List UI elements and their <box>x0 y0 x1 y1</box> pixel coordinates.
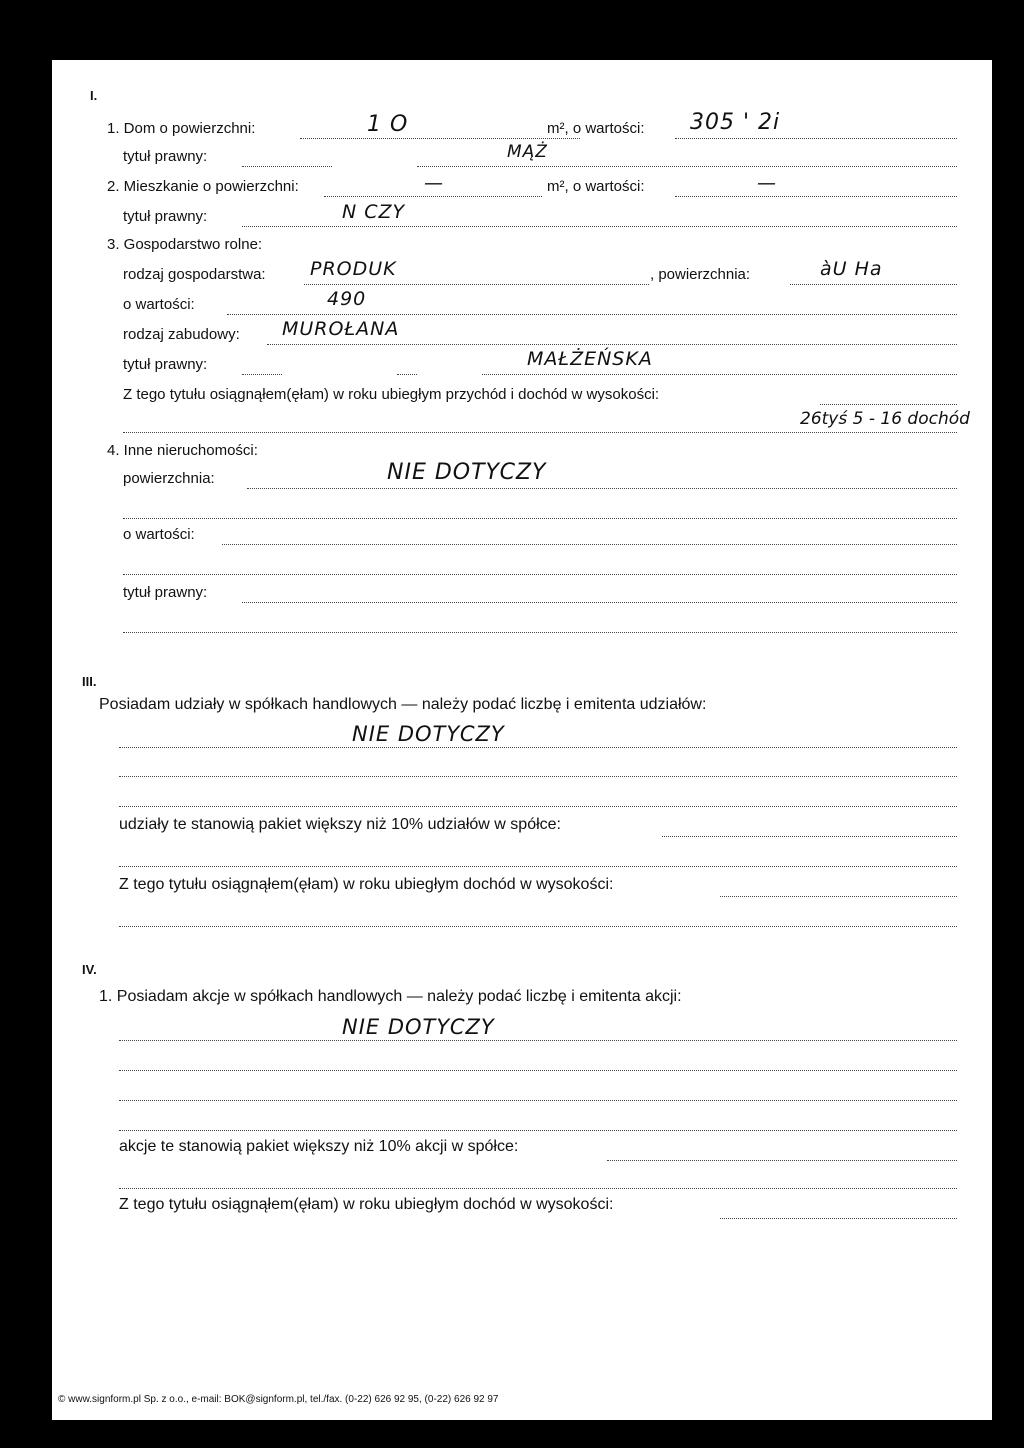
form-page <box>52 60 992 1420</box>
inne-pow-value: NIE DOTYCZY <box>387 460 547 485</box>
mieszkanie-title-value: N CZY <box>342 201 406 223</box>
section-marker: I. <box>90 88 98 103</box>
inne-title-line-2 <box>123 632 957 633</box>
zabudowa-value: MUROŁANA <box>282 318 400 340</box>
section-iii-income-line-2 <box>119 926 957 927</box>
section-iii-answer: NIE DOTYCZY <box>352 722 505 746</box>
section-iv-pakiet-label: akcje te stanowią pakiet większy niż 10% akcji w spółce: <box>119 1138 519 1155</box>
section-iii-line-3 <box>119 806 957 807</box>
inne-pow-line-2 <box>123 518 957 519</box>
inne-title-label: tytuł prawny: <box>123 584 208 601</box>
section-iv-answer-line <box>119 1040 957 1041</box>
dom-value: 305 ' 2i <box>690 110 781 135</box>
section-iv-line-3 <box>119 1100 957 1101</box>
mieszkanie-title-line <box>242 226 957 227</box>
rodzaj-gospodarstwa-label: rodzaj gospodarstwa: <box>123 266 266 283</box>
section-iii-pakiet-label: udziały te stanowią pakiet większy niż 10% udziałów w spółce: <box>119 816 561 833</box>
gospodarstwo-wartosc-value: 490 <box>327 288 367 310</box>
powierzchnia-value: àU Ha <box>820 258 883 280</box>
gospodarstwo-income-value: 26tyś 5 - 16 dochód <box>800 409 970 429</box>
gospodarstwo-title-label: tytuł prawny: <box>123 356 208 373</box>
powierzchnia-label: , powierzchnia: <box>650 266 751 283</box>
mieszkanie-value: — <box>757 172 777 194</box>
mieszkanie-title-label: tytuł prawny: <box>123 208 208 225</box>
section-iii-marker: III. <box>82 674 97 689</box>
zabudowa-label: rodzaj zabudowy: <box>123 326 240 343</box>
mieszkanie-m2-label: m², o wartości: <box>547 178 645 195</box>
section-iii-pakiet-line-2 <box>119 866 957 867</box>
rodzaj-gospodarstwa-line <box>304 284 649 285</box>
mieszkanie-value-line <box>675 196 957 197</box>
gospodarstwo-income-label: Z tego tytułu osiągnąłem(ęłam) w roku ubiegłym przychód i dochód w wysokości: <box>123 386 660 403</box>
section-iv-heading: 1. Posiadam akcje w spółkach handlowych — należy podać liczbę i emitenta akcji: <box>99 988 682 1005</box>
section-iv-pakiet-line <box>607 1160 957 1161</box>
gospodarstwo-title-line-1 <box>242 374 282 375</box>
section-iv-marker: IV. <box>82 962 97 977</box>
gospodarstwo-income-line-1 <box>820 404 957 405</box>
section-iii-heading: Posiadam udziały w spółkach handlowych — należy podać liczbę i emitenta udziałów: <box>99 696 707 713</box>
dom-title-line-2 <box>417 166 957 167</box>
dom-title-line-1 <box>242 166 332 167</box>
section-iv-line-4 <box>119 1130 957 1131</box>
dom-label: 1. Dom o powierzchni: <box>107 120 256 137</box>
inne-pow-label: powierzchnia: <box>123 470 215 487</box>
section-iv-income-line <box>720 1218 957 1219</box>
gospodarstwo-wartosc-label: o wartości: <box>123 296 195 313</box>
inne-label: 4. Inne nieruchomości: <box>107 442 258 459</box>
gospodarstwo-label: 3. Gospodarstwo rolne: <box>107 236 263 253</box>
section-iv-pakiet-line-2 <box>119 1188 957 1189</box>
gospodarstwo-title-value: MAŁŻEŃSKA <box>527 348 653 370</box>
section-iv-answer: NIE DOTYCZY <box>342 1015 495 1039</box>
section-iii-pakiet-line <box>662 836 957 837</box>
section-iii-line-2 <box>119 776 957 777</box>
dom-area-line <box>300 138 580 139</box>
section-iii-income-label: Z tego tytułu osiągnąłem(ęłam) w roku ubiegłym dochód w wysokości: <box>119 876 614 893</box>
mieszkanie-area-line <box>324 196 542 197</box>
section-iv-income-label: Z tego tytułu osiągnąłem(ęłam) w roku ubiegłym dochód w wysokości: <box>119 1196 614 1213</box>
inne-title-line <box>242 602 957 603</box>
dom-value-line <box>675 138 957 139</box>
rodzaj-gospodarstwa-value: PRODUK <box>310 258 397 280</box>
inne-pow-line <box>247 488 957 489</box>
section-iv-line-2 <box>119 1070 957 1071</box>
dom-m2-label: m², o wartości: <box>547 120 645 137</box>
gospodarstwo-income-line-2 <box>123 432 957 433</box>
dom-title-value: MĄŻ <box>507 142 548 162</box>
section-iii-answer-line <box>119 747 957 748</box>
zabudowa-line <box>267 344 957 345</box>
gospodarstwo-title-line-2 <box>397 374 417 375</box>
footer-text: © www.signform.pl Sp. z o.o., e-mail: BOK@signform.pl, tel./fax. (0-22) 626 92 95, (0-22) 626 92 97 <box>58 1394 499 1405</box>
dom-title-label: tytuł prawny: <box>123 148 208 165</box>
powierzchnia-line <box>790 284 957 285</box>
gospodarstwo-wartosc-line <box>227 314 957 315</box>
inne-wartosc-label: o wartości: <box>123 526 195 543</box>
inne-wartosc-line-2 <box>123 574 957 575</box>
section-iii-income-line <box>720 896 957 897</box>
dom-area-value: 1 O <box>367 112 409 137</box>
mieszkanie-label: 2. Mieszkanie o powierzchni: <box>107 178 299 195</box>
mieszkanie-area-value: — <box>424 172 444 194</box>
gospodarstwo-title-line-3 <box>482 374 957 375</box>
inne-wartosc-line <box>222 544 957 545</box>
